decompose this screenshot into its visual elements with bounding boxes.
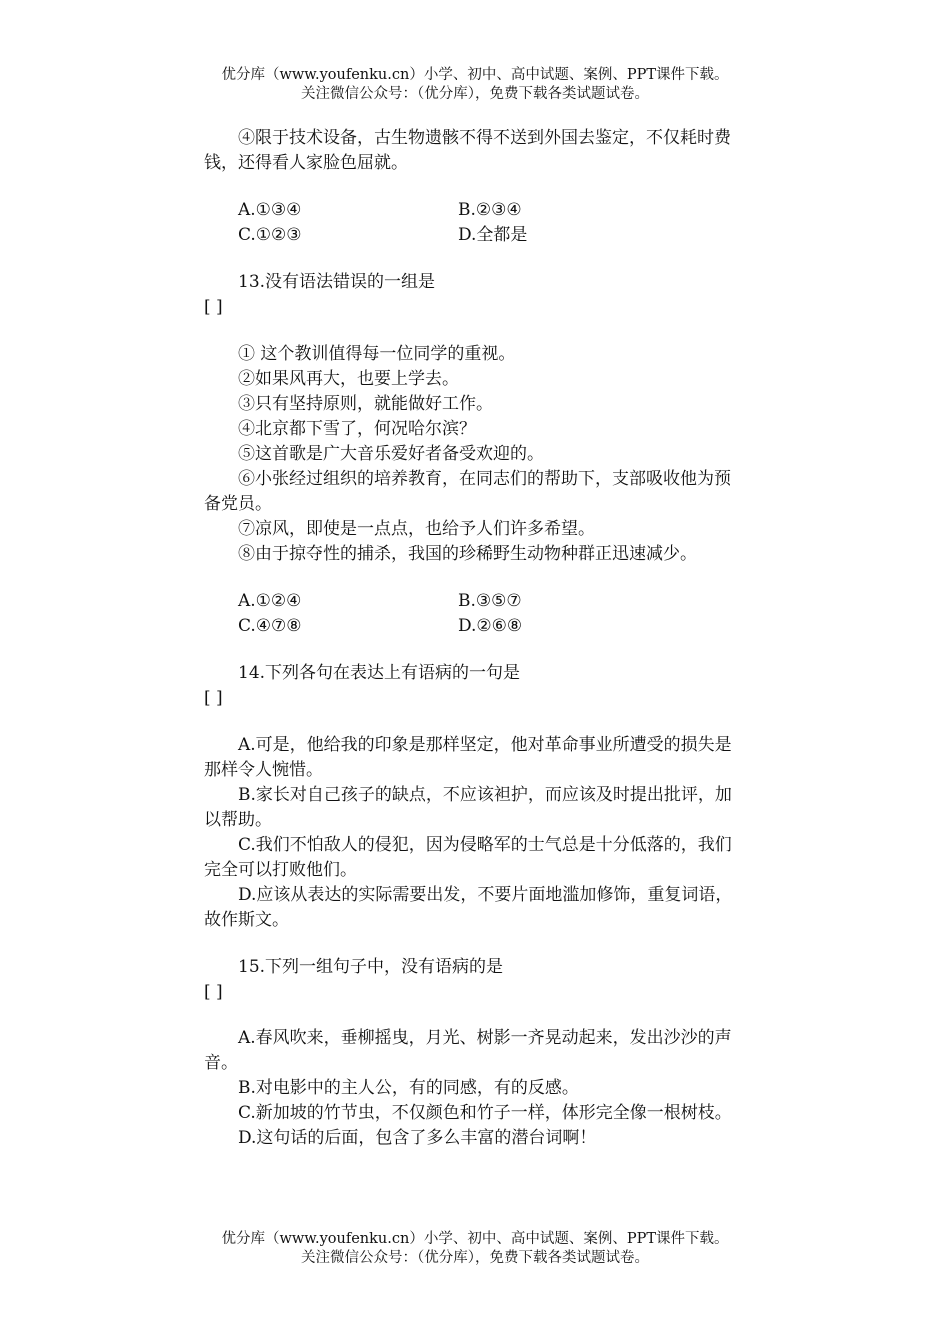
q15-option-a: A.春风吹来，垂柳摇曳，月光、树影一齐晃动起来，发出沙沙的声 [238, 1028, 732, 1048]
page-footer [0, 1230, 950, 1268]
q14-option-a: A.可是，他给我的印象是那样坚定，他对革命事业所遭受的损失是 [238, 735, 732, 755]
q12-option-b: B.②③④ [458, 200, 522, 220]
q12-option-a: A.①③④ [238, 200, 302, 220]
footer-line-1: 优分库（www.youfenku.cn）小学、初中、高中试题、案例、PPT课件下载。 [221, 1231, 729, 1247]
q14-option-b-cont: 以帮助。 [204, 810, 272, 830]
q15-option-d: D.这句话的后面，包含了多么丰富的潜台词啊！ [238, 1128, 597, 1148]
q15-title: 15.下列一组句子中，没有语病的是 [238, 957, 504, 977]
q15-option-c: C.新加坡的竹节虫，不仅颜色和竹子一样，体形完全像一根树枝。 [238, 1103, 732, 1123]
q15-option-b: B.对电影中的主人公，有的同感，有的反感。 [238, 1078, 579, 1098]
q14-answer-bracket: [ ] [204, 688, 223, 708]
q14-option-c: C.我们不怕敌人的侵犯，因为侵略军的士气总是十分低落的，我们 [238, 835, 732, 855]
q12-item-4: ④限于技术设备，古生物遗骸不得不送到外国去鉴定，不仅耗时费 [238, 128, 731, 148]
q14-title: 14.下列各句在表达上有语病的一句是 [238, 663, 521, 683]
q15-option-a-cont: 音。 [204, 1053, 238, 1073]
q13-item: ⑤这首歌是广大音乐爱好者备受欢迎的。 [238, 444, 544, 464]
footer-line-2: 关注微信公众号：（优分库），免费下载各类试题试卷。 [301, 1250, 649, 1266]
q13-answer-bracket: [ ] [204, 297, 223, 317]
page-header [0, 66, 950, 104]
q13-option-d: D.②⑥⑧ [458, 616, 523, 636]
q13-item: ⑥小张经过组织的培养教育，在同志们的帮助下，支部吸收他为预 [238, 469, 731, 489]
q13-item: ②如果风再大，也要上学去。 [238, 369, 459, 389]
q13-title: 13.没有语法错误的一组是 [238, 272, 436, 292]
q12-option-c: C.①②③ [238, 225, 302, 245]
q13-option-a: A.①②④ [238, 591, 302, 611]
q14-option-c-cont: 完全可以打败他们。 [204, 860, 357, 880]
q14-option-d-cont: 故作斯文。 [204, 910, 289, 930]
q12-option-d: D.全都是 [458, 225, 528, 245]
q12-item-4-cont: 钱，还得看人家脸色屈就。 [204, 153, 408, 173]
q13-item: ⑧由于掠夺性的捕杀，我国的珍稀野生动物种群正迅速减少。 [238, 544, 697, 564]
q15-answer-bracket: [ ] [204, 982, 223, 1002]
q13-item: ③只有坚持原则，就能做好工作。 [238, 394, 493, 414]
header-line-2: 关注微信公众号：（优分库），免费下载各类试题试卷。 [301, 86, 649, 102]
q13-item-cont: 备党员。 [204, 494, 272, 514]
q14-option-a-cont: 那样令人惋惜。 [204, 760, 323, 780]
q13-item: ④北京都下雪了，何况哈尔滨？ [238, 419, 476, 439]
q13-option-c: C.④⑦⑧ [238, 616, 302, 636]
q13-item: ⑦凉风，即使是一点点，也给予人们许多希望。 [238, 519, 595, 539]
q13-option-b: B.③⑤⑦ [458, 591, 522, 611]
q13-item: ① 这个教训值得每一位同学的重视。 [238, 344, 516, 364]
q14-option-d: D.应该从表达的实际需要出发，不要片面地滥加修饰，重复词语， [238, 885, 733, 905]
header-line-1: 优分库（www.youfenku.cn）小学、初中、高中试题、案例、PPT课件下载。 [221, 67, 729, 83]
q14-option-b: B.家长对自己孩子的缺点，不应该袒护，而应该及时提出批评，加 [238, 785, 732, 805]
